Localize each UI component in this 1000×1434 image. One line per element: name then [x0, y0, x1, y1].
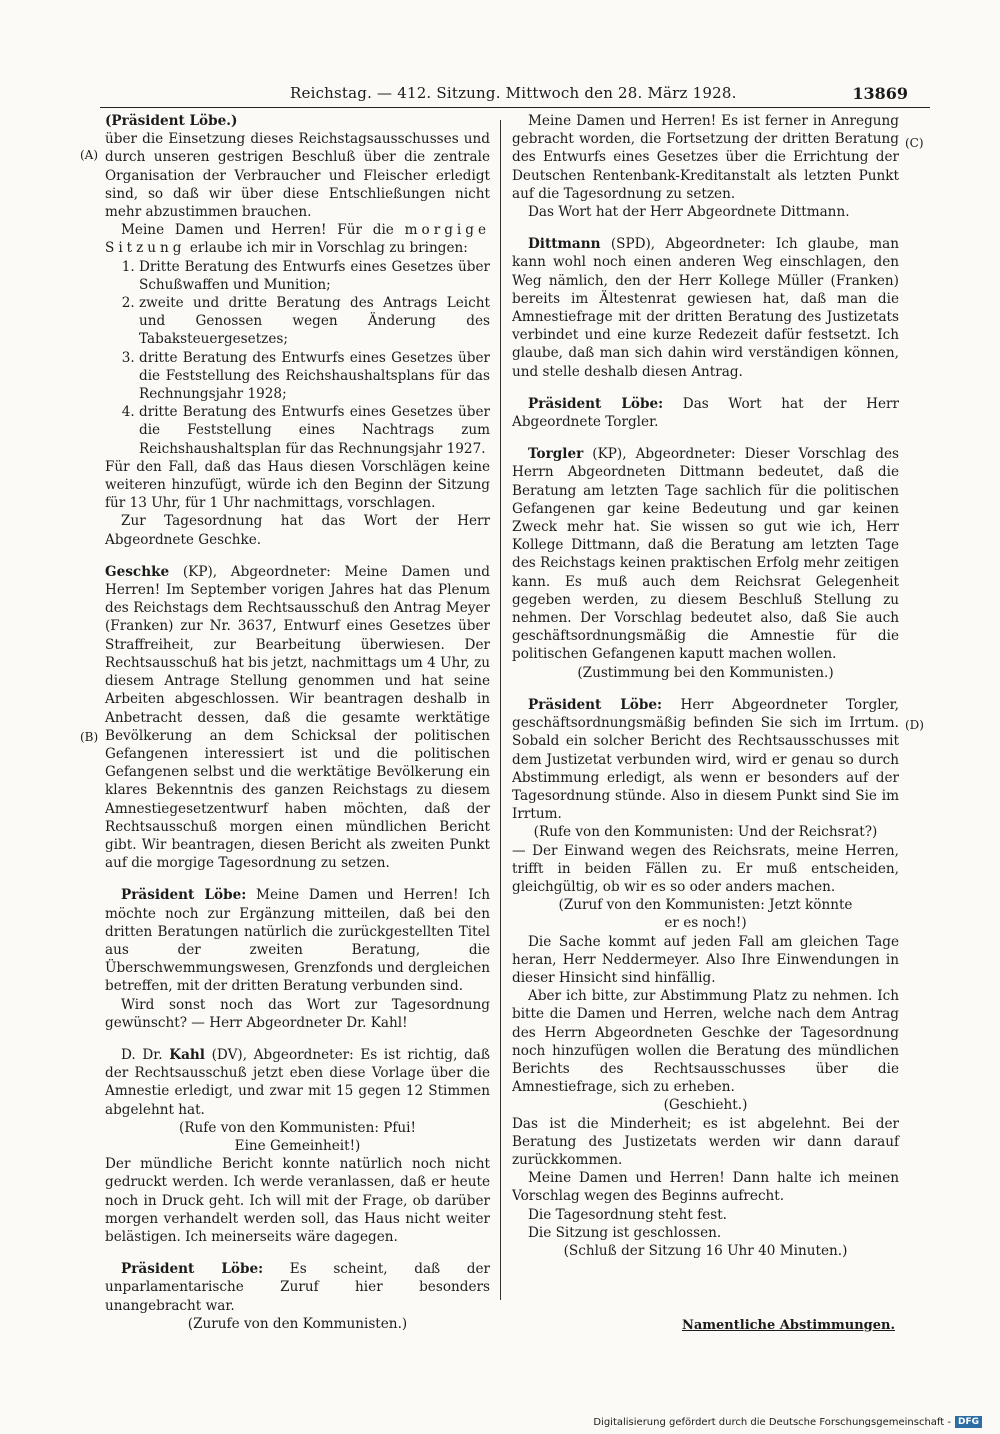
speech-text: Das Wort hat der Herr Abgeordnete Torgler. — [512, 395, 899, 431]
right-column — [512, 112, 899, 1260]
speaker-name: Geschke — [105, 563, 170, 580]
paragraph: Die Tagesordnung steht fest. — [528, 1206, 727, 1223]
text-run: erlaube ich mir in Vorschlag zu bringen: — [189, 240, 468, 257]
speech — [512, 235, 899, 381]
speech — [105, 886, 490, 995]
speaker-name: Torgler — [528, 446, 584, 463]
speaker-continuation: (Präsident Löbe.) — [105, 113, 238, 129]
spaced-text: morgige Sitzung — [105, 222, 490, 257]
speech — [105, 563, 490, 872]
speech-text: (SPD), Abgeordneter: Ich glaube, man kann wohl noch einen anderen Weg einschlagen, den Weg nämlich, den der Herr Kollege Müller (Franken) bereits im Ältestenrat gewiesen hat, daß man die Amnestiefrage mit der dritten Beratung des Justizetats verbindet und eine kurze Redezeit dafür festsetzt. Ich glaube, daß man sich dahin wird verständigen können, und stelle deshalb diesen Antrag. — [512, 236, 899, 380]
list-item: 3. dritte Beratung des Entwurfs eines Gesetzes über die Feststellung des Reichshaushaltsplans für das Rechnungsjahr 1928; — [139, 349, 490, 404]
dfg-logo: DFG — [955, 1416, 982, 1428]
speaker-name: Dittmann — [528, 236, 601, 253]
speech — [512, 445, 899, 663]
list-item: 2. zweite und dritte Beratung des Antrags Leicht und Genossen wegen Änderung des Tabaksteuergesetzes; — [139, 294, 490, 349]
interjection: (Zuruf von den Kommunisten: Jetzt könnte — [558, 897, 853, 914]
speech — [105, 1260, 490, 1315]
interjection: Eine Gemeinheit!) — [234, 1137, 361, 1154]
paragraph: — Der Einwand wegen des Reichsrats, meine Herren, trifft in beiden Fällen zu. Er muß entscheiden, gleichgültig, ob wir es so oder anders machen. — [512, 842, 899, 895]
margin-marker-a: (A) — [80, 148, 99, 162]
left-column — [105, 112, 490, 1333]
text-run: Meine Damen und Herren! Für die — [121, 222, 394, 239]
paragraph: Aber ich bitte, zur Abstimmung Platz zu nehmen. Ich bitte die Damen und Herren, welche nach dem Antrag des Herrn Abgeordneten Geschke der Tagesordnung noch hinzufügen wollen die Beratung des mündlichen Berichts des Rechtsausschusses über die Amnestiefrage, sich zu erheben. — [512, 988, 899, 1096]
paragraph: Die Sitzung ist geschlossen. — [528, 1224, 722, 1241]
paragraph: Der mündliche Bericht konnte natürlich noch nicht gedruckt werden. Ich werde veranlassen, daß er heute noch in Druck geht. Ich will mit der Frage, ob darüber morgen verhandelt werden soll, das Haus nicht weiter belästigen. Ich meinerseits wäre dagegen. — [105, 1156, 490, 1245]
paragraph: Meine Damen und Herren! Dann halte ich meinen Vorschlag wegen des Beginns aufrecht. — [512, 1170, 899, 1205]
next-section-heading: Namentliche Abstimmungen. — [681, 1318, 895, 1333]
paragraph: Für den Fall, daß das Haus diesen Vorschlägen keine weiteren hinzufügt, würde ich den Beginn der Sitzung für 13 Uhr, für 1 Uhr nachmittags, vorschlagen. — [105, 458, 490, 512]
interjection: (Rufe von den Kommunisten: Und der Reichsrat?) — [533, 824, 878, 841]
speaker-name: Präsident Löbe: — [121, 1261, 264, 1278]
footer-text: Digitalisierung gefördert durch die Deutsche Forschungsgemeinschaft - — [593, 1416, 951, 1428]
footer — [593, 1416, 982, 1428]
paragraph: Zur Tagesordnung hat das Wort der Herr Abgeordnete Geschke. — [105, 513, 490, 548]
page-number: 13869 — [852, 84, 908, 103]
speaker-name: Präsident Löbe: — [121, 887, 247, 904]
title-prefix: D. Dr. — [121, 1046, 170, 1063]
paragraph: Wird sonst noch das Wort zur Tagesordnung gewünscht? — Herr Abgeordneter Dr. Kahl! — [105, 996, 490, 1031]
agenda-list — [105, 258, 490, 458]
list-item: 4. dritte Beratung des Entwurfs eines Gesetzes über die Feststellung eines Nachtrags zum Reichshaushaltsplan für das Rechnungsjahr 1927. — [139, 403, 490, 458]
page-header — [100, 78, 930, 108]
speaker-name: Kahl — [169, 1046, 205, 1063]
speaker-name: Präsident Löbe: — [528, 395, 664, 412]
interjection: (Zustimmung bei den Kommunisten.) — [577, 664, 834, 681]
paragraph: über die Einsetzung dieses Reichstagsausschusses und durch unseren gestrigen Beschluß über die zentrale Organisation der Verbraucher und Fleischer erledigt sind, so daß wir über diese Entschließungen nicht mehr abzustimmen brauchen. — [105, 131, 490, 221]
speech-text: Herr Abgeordneter Torgler, geschäftsordnungsmäßig befinden Sie sich im Irrtum. Sobald ein solcher Bericht des Rechtsausschusses mit dem Justizetat verbunden wird, wird er genau so durch Abstimmung erledigt, als wenn er besonders auf der Tagesordnung stünde. Also in diesem Punkt sind Sie im Irrtum. — [512, 696, 899, 823]
interjection: er es noch!) — [664, 915, 747, 932]
paragraph: Das Wort hat der Herr Abgeordnete Dittmann. — [528, 204, 850, 221]
session-close: (Schluß der Sitzung 16 Uhr 40 Minuten.) — [563, 1242, 848, 1259]
list-item: 1. Dritte Beratung des Entwurfs eines Gesetzes über Schußwaffen und Munition; — [139, 258, 490, 294]
paragraph: Meine Damen und Herren! Es ist ferner in Anregung gebracht worden, die Fortsetzung der dritten Beratung des Entwurfs eines Gesetzes über die Errichtung der Deutschen Rentenbank-Kreditanstalt als letzten Punkt auf die Tagesordnung zu setzen. — [512, 113, 899, 202]
speech — [512, 696, 899, 823]
speech-text: Es scheint, daß der unparlamentarische Zuruf hier besonders unangebracht war. — [105, 1261, 490, 1314]
speaker-name: Präsident Löbe: — [528, 696, 663, 713]
speech-text: (KP), Abgeordneter: Meine Damen und Herren! Im September vorigen Jahres hat das Plenum des Reichstags dem Rechtsausschuß den Antrag Meyer (Franken) zur Nr. 3637, Entwurf eines Gesetzes über Straffreiheit, zur Bearbeitung überwiesen. Der Rechtsausschuß hat bis jetzt, nachmittags um 4 Uhr, zu diesem Antrage Stellung genommen und hat seine Arbeiten abgeschlossen. Wir beantragen deshalb in Anbetracht dessen, daß die gesamte werktätige Bevölkerung an dem Schicksal der politischen Gefangenen interessiert ist und die politischen Gefangenen selbst und die werktätige Bevölkerung ein klares Bekenntnis des ganzen Reichstags zu diesem Amnestiegesetzentwurf haben möchten, daß der Rechtsausschuß morgen einen mündlichen Bericht gibt. Wir beantragen, diesen Bericht als zweiten Punkt auf die morgige Tagesordnung zu setzen. — [105, 563, 490, 872]
margin-marker-d: (D) — [905, 718, 924, 732]
margin-marker-b: (B) — [80, 730, 99, 744]
interjection: (Rufe von den Kommunisten: Pfui! — [179, 1119, 416, 1136]
speech-text: (KP), Abgeordneter: Dieser Vorschlag des Herrn Abgeordneten Dittmann bedeutet, daß die Beratung am letzten Tage sachlich für die politischen Gefangenen gar keine Bedeutung und gar keinen Zweck mehr hat. Sie wissen so gut wie ich, Herr Kollege Dittmann, daß die Beratung am letzten Tage des Reichstags keinen praktischen Erfolg mehr zeitigen kann. Es muß auch dem Reichsrat Gelegenheit gegeben werden, zu diesem Beschluß Stellung zu nehmen. Der Vorschlag bedeutet also, daß Sie auch geschäftsordnungsmäßig die Amnestie für die politischen Gefangenen kaputt machen wollen. — [512, 446, 899, 663]
interjection: (Zurufe von den Kommunisten.) — [187, 1315, 408, 1332]
running-head: Reichstag. — 412. Sitzung. Mittwoch den 28. März 1928. — [290, 84, 737, 102]
paragraph: Die Sache kommt auf jeden Fall am gleichen Tage heran, Herr Neddermeyer. Also Ihre Einwendungen in dieser Hinsicht sind hinfällig. — [512, 933, 899, 986]
column-divider — [500, 120, 501, 1300]
speech — [105, 1046, 490, 1119]
paragraph — [105, 221, 490, 257]
speech-text: (DV), Abgeordneter: Es ist richtig, daß der Rechtsausschuß jetzt eben diese Vorlage über die Amnestie erledigt, und zwar mit 15 gegen 12 Stimmen abgelehnt hat. — [105, 1046, 490, 1118]
paragraph: Das ist die Minderheit; es ist abgelehnt. Bei der Beratung des Justizetats werden wir dann darauf zurückkommen. — [512, 1115, 899, 1168]
speech — [512, 395, 899, 431]
header-rule — [100, 107, 930, 108]
margin-marker-c: (C) — [905, 136, 924, 150]
interjection: (Geschieht.) — [663, 1097, 748, 1114]
speech-text: Meine Damen und Herren! Ich möchte noch zur Ergänzung mitteilen, daß bei den dritten Beratungen natürlich die zurückgestellten Titel aus der zweiten Beratung, die Überschwemmungswesen, Grenzfonds und dergleichen betreffen, mit der dritten Beratung verbunden sind. — [105, 887, 490, 995]
